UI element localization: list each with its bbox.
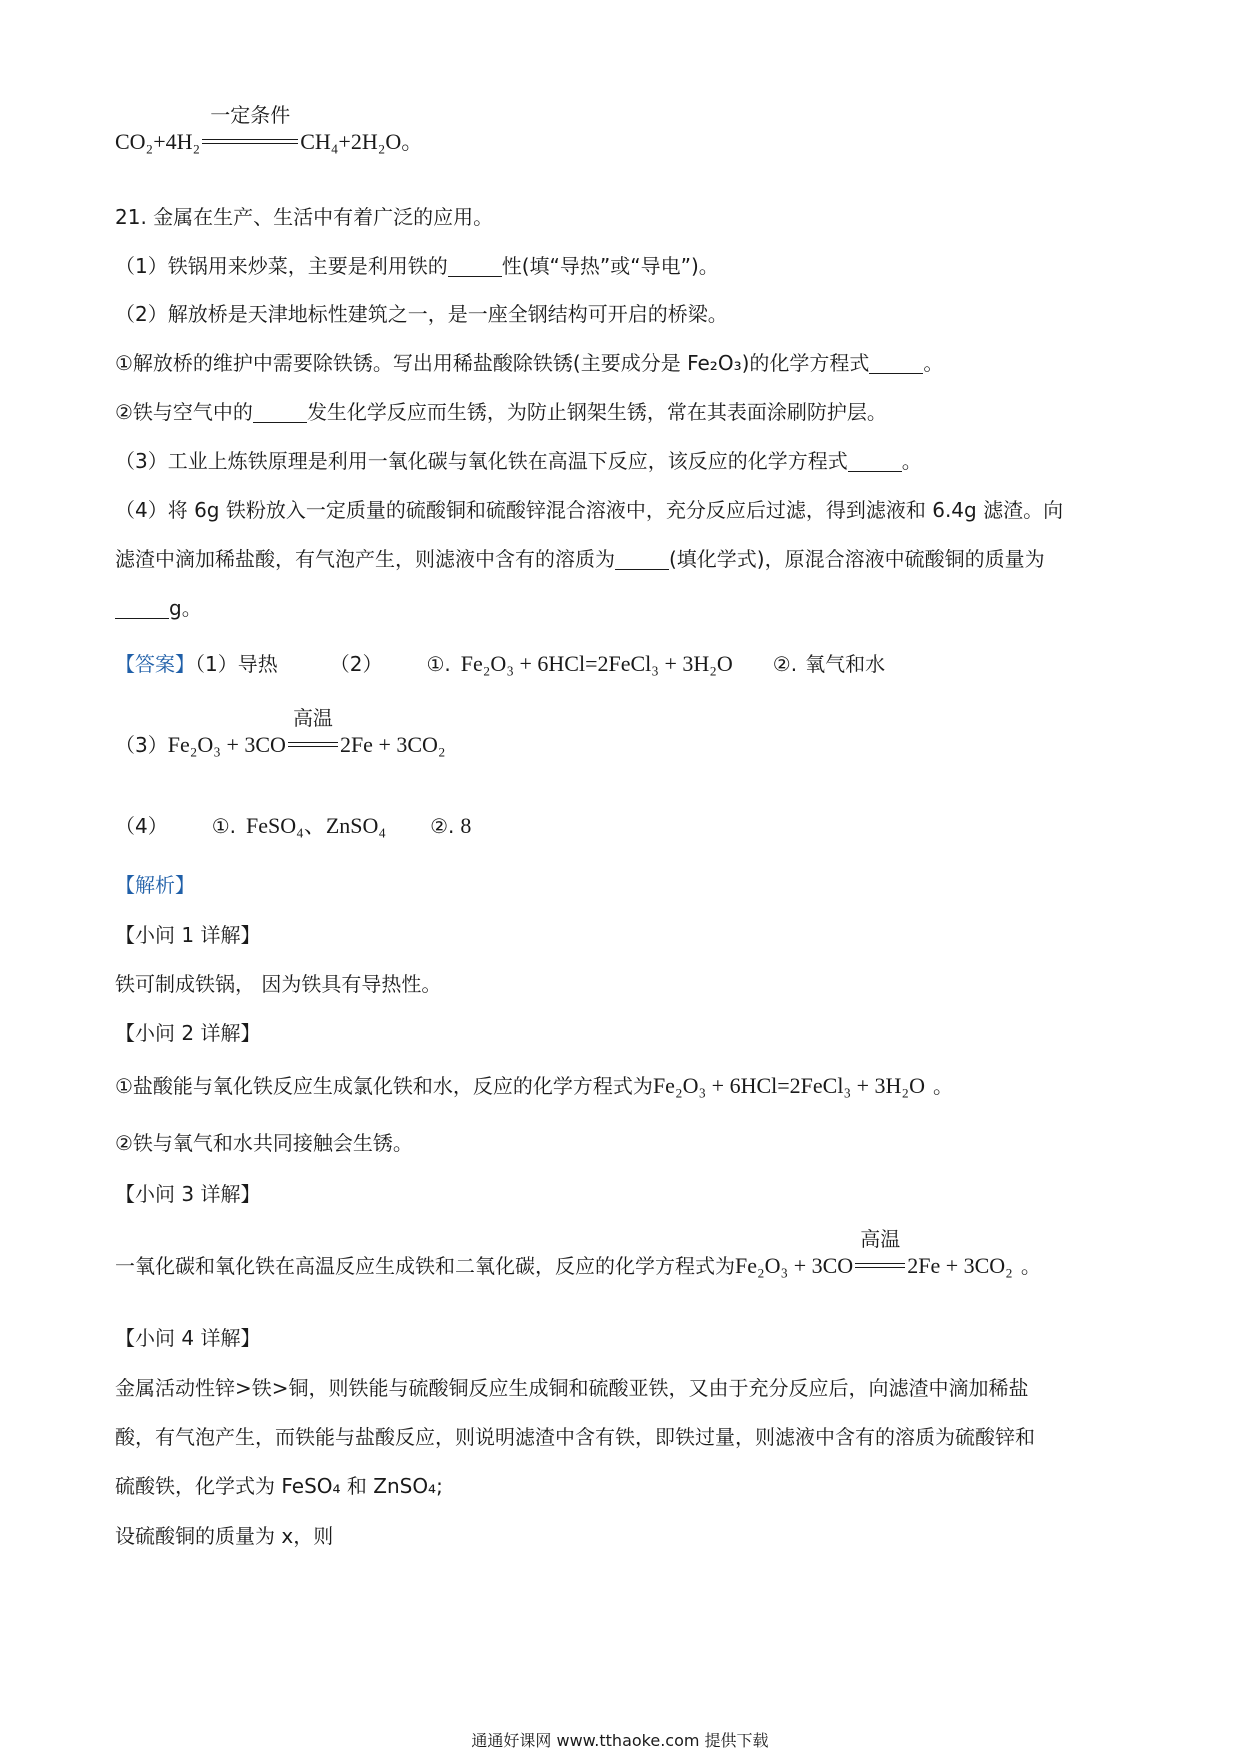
top-equation (115, 103, 424, 157)
question-1 (115, 252, 719, 280)
analysis-heading-1: 【小问 1 详解】 (115, 923, 261, 947)
equation-right: CH₄+2H₂O (300, 129, 402, 154)
question-4-tail: (填化学式)，原混合溶液中硫酸铜的质量为 (669, 547, 1045, 571)
condition-text: 高温 (292, 706, 333, 730)
question-3-text: （3）工业上炼铁原理是利用一氧化碳与氧化铁在高温下反应，该反应的化学方程式 (115, 449, 848, 473)
analysis-2-1-equation: Fe₂O₃ + 6HCl=2FeCl₃ + 3H₂O (652, 1073, 925, 1098)
answer-line-3 (115, 706, 446, 759)
answer-line-4 (115, 812, 471, 840)
analysis-paragraph-1: 铁可制成铁锅， 因为铁具有导热性。 (115, 972, 442, 996)
question-4-unit: g。 (169, 596, 202, 620)
question-2-2-text: ②铁与空气中的 (115, 400, 253, 424)
question-3-tail: 。 (901, 449, 922, 473)
condition-text: 一定条件 (210, 103, 291, 127)
question-2-2 (115, 398, 887, 426)
answer-line-1 (115, 650, 885, 678)
question-2-1 (115, 349, 943, 377)
analysis-tag: 【解析】 (115, 873, 195, 897)
question-4-line-2 (115, 545, 1045, 573)
analysis-paragraph-3 (115, 1227, 1041, 1280)
equation-end: 。 (401, 130, 424, 155)
answer-4-1: FeSO₄、ZnSO₄ (246, 813, 387, 838)
double-line-icon (202, 139, 298, 144)
footer-watermark: 通通好课网 www.tthaoke.com 提供下载 (471, 1731, 769, 1750)
equation-left: CO₂+4H₂ (115, 129, 201, 154)
question-2-1-text: ①解放桥的维护中需要除铁锈。写出用稀盐酸除铁锈(主要成分是 Fe₂O₃)的化学方程式 (115, 351, 870, 375)
answer-3-label: （3） (115, 733, 168, 757)
question-2: （2）解放桥是天津地标性建筑之一，是一座全钢结构可开启的桥梁。 (115, 302, 728, 326)
answer-4-2-label: ②. (430, 814, 455, 838)
analysis-3-right: 2Fe + 3CO₂ (907, 1253, 1013, 1278)
analysis-heading-4: 【小问 4 详解】 (115, 1326, 261, 1350)
answer-2-1-label: ①. (426, 652, 451, 676)
answer-blank (253, 402, 307, 423)
answer-2-2-label: ②. (772, 652, 798, 676)
double-line-icon (855, 1263, 905, 1268)
question-stem: 21. 金属在生产、生活中有着广泛的应用。 (115, 205, 494, 229)
answer-blank (615, 549, 669, 570)
question-4-line-1: （4）将 6g 铁粉放入一定质量的硫酸铜和硫酸锌混合溶液中，充分反应后过滤，得到滤液和 6.4g 滤渣。向 (115, 498, 1064, 522)
analysis-paragraph-4-line-1: 金属活动性锌>铁>铜，则铁能与硫酸铜反应生成铜和硫酸亚铁，又由于充分反应后，向滤渣中滴加稀盐 (115, 1376, 1029, 1400)
analysis-paragraph-4-line-3: 硫酸铁，化学式为 FeSO₄ 和 ZnSO₄; (115, 1474, 443, 1498)
answer-blank (869, 353, 923, 374)
condition-arrow (202, 103, 298, 156)
question-4-text: 滤渣中滴加稀盐酸，有气泡产生，则滤液中含有的溶质为 (115, 547, 615, 571)
answer-4-2: 8 (460, 813, 472, 838)
analysis-paragraph-4-line-2: 酸，有气泡产生，而铁能与盐酸反应，则说明滤渣中含有铁，即铁过量，则滤液中含有的溶质为硫酸锌和 (115, 1425, 1035, 1449)
answer-3-right: 2Fe + 3CO₂ (339, 732, 446, 757)
answer-blank (848, 451, 902, 472)
analysis-2-1-end: 。 (932, 1074, 953, 1098)
question-1-tail: 性(填“导热”或“导电”)。 (501, 254, 719, 278)
analysis-3-end: 。 (1020, 1254, 1041, 1278)
question-2-1-tail: 。 (923, 351, 944, 375)
condition-arrow (288, 706, 338, 759)
question-3 (115, 447, 922, 475)
analysis-paragraph-2-1 (115, 1072, 953, 1100)
analysis-2-1-text: ①盐酸能与氧化铁反应生成氯化铁和水，反应的化学方程式为 (115, 1074, 653, 1098)
condition-arrow (855, 1227, 905, 1280)
answer-4-label: （4） (115, 814, 168, 838)
question-2-2-tail: 发生化学反应而生锈，为防止钢架生锈，常在其表面涂刷防护层。 (306, 400, 887, 424)
answer-2-label: （2） (329, 652, 383, 676)
analysis-paragraph-2-2: ②铁与氧气和水共同接触会生锈。 (115, 1131, 413, 1155)
double-line-icon (288, 742, 338, 747)
answer-tag: 【答案】 (115, 652, 195, 676)
answer-4-1-label: ①. (211, 814, 237, 838)
condition-text: 高温 (860, 1227, 901, 1251)
answer-1: （1）导热 (195, 652, 278, 676)
answer-2-1-equation: Fe₂O₃ + 6HCl=2FeCl₃ + 3H₂O (460, 651, 733, 676)
answer-3-left: Fe₂O₃ + 3CO (167, 732, 286, 757)
answer-blank (448, 256, 502, 277)
analysis-paragraph-4-line-4: 设硫酸铜的质量为 x，则 (115, 1524, 334, 1548)
answer-blank (115, 598, 169, 619)
answer-2-2: 氧气和水 (805, 652, 886, 676)
question-4-line-3 (115, 594, 202, 622)
analysis-heading-3: 【小问 3 详解】 (115, 1182, 261, 1206)
analysis-3-left: Fe₂O₃ + 3CO (735, 1253, 854, 1278)
analysis-heading-2: 【小问 2 详解】 (115, 1021, 261, 1045)
question-1-text: （1）铁锅用来炒菜，主要是利用铁的 (115, 254, 448, 278)
analysis-3-text: 一氧化碳和氧化铁在高温反应生成铁和二氧化碳，反应的化学方程式为 (115, 1254, 735, 1278)
